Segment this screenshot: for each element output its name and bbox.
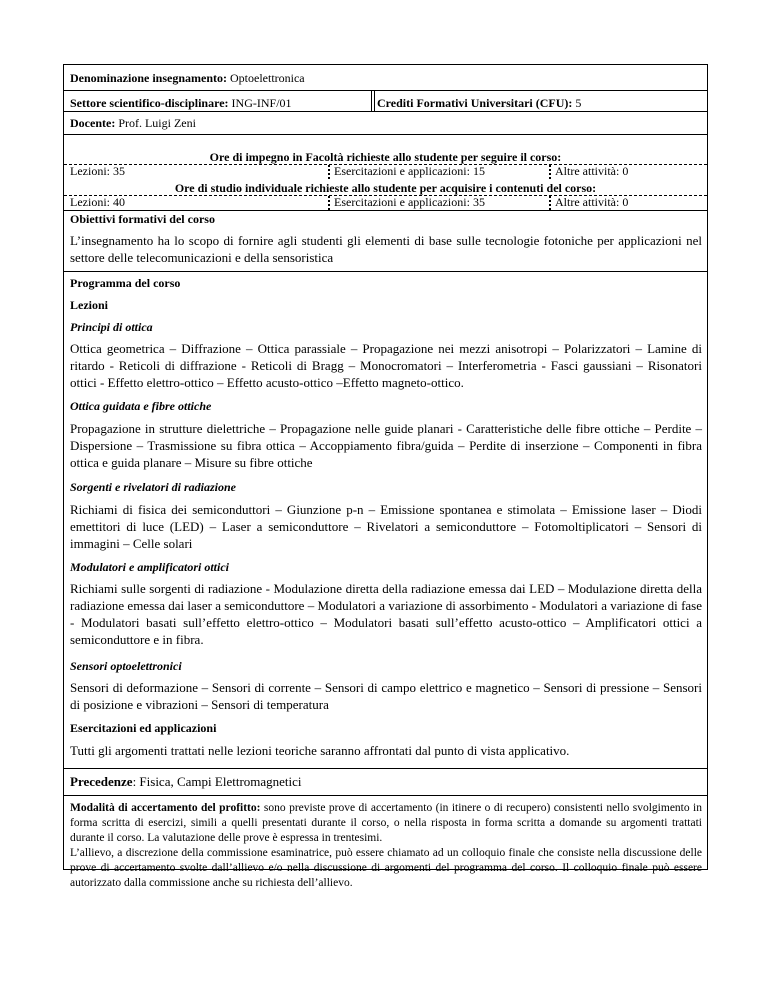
modalita-label: Modalità di accertamento del profitto: [70,802,261,814]
obiettivi-title: Obiettivi formativi del corso [70,212,215,226]
obiettivi-text: L’insegnamento ha lo scopo di fornire agli studenti gli elementi di base sulle tecnologie fotoniche per applicazioni nel settore delle telecomunicazioni e della sensoristica [70,233,702,265]
divider [64,795,707,796]
section-title: Ottica guidata e fibre ottiche [70,399,212,413]
ore-impegno-lezioni: Lezioni: 35 [70,164,125,178]
ore-studio-esercitazioni: Esercitazioni e applicazioni: 35 [334,195,485,209]
section-text: Sensori di deformazione – Sensori di corrente – Sensori di campo elettrico e magnetico – Sensori di pressione – Sensori di posizione e vibrazioni – Sensori di temperatura [70,680,702,712]
section-title: Sensori optoelettronici [70,659,182,673]
settore-value: ING-INF/01 [228,96,292,110]
denominazione-label: Denominazione insegnamento: [70,71,227,85]
column-separator [549,196,551,210]
ore-impegno-title: Ore di impegno in Facoltà richieste allo studente per seguire il corso: [209,150,562,164]
column-separator [549,165,551,179]
column-separator [328,165,330,179]
docente-label: Docente: [70,116,116,130]
precedenze-line [70,773,302,790]
divider [64,111,707,112]
ore-studio-altre: Altre attività: 0 [555,195,629,209]
section-text: Richiami di fisica dei semiconduttori – Giunzione p-n – Emissione spontanea e stimolata – Emissione laser – Diodi emettitori di luce (LED) – Laser a semiconduttore – Rivelatori a semiconduttore – Fotomoltiplicatori – Sensori di immagini – Celle solari [70,502,702,551]
ore-studio-title: Ore di studio individuale richieste allo studente per acquisire i contenuti del corso: [174,181,597,195]
crediti-value: 5 [572,96,582,110]
divider [64,134,707,135]
divider [64,210,707,211]
precedenze-label: Precedenze [70,774,133,789]
programma-title: Programma del corso [70,276,181,290]
modalita-text-1: sono previste prove di accertamento (in itinere o di recupero) consistenti nello svolgimento in forma scritta di esercizi, simili a quelli presentati durante il corso, o nella risposta in forma scritta a domande su argomenti trattati durante il corso. La valutazione delle prove è espressa in trentesimi. [70,802,703,844]
section-text: Richiami sulle sorgenti di radiazione - Modulazione diretta della radiazione emessa dai LED – Modulazione diretta della radiazione emessa dai laser a semiconduttore – Modulatori a variazione di assorbimento - Modulatori a variazione di fase - Modulatori basati sull’effetto elettro-ottico – Modulatori basati sull’effetto acusto-ottico – Amplificatori ottici a semiconduttore e in fibra. [70,581,702,647]
ore-impegno-altre: Altre attività: 0 [555,164,629,178]
ore-studio-lezioni: Lezioni: 40 [70,195,125,209]
docente-value: Prof. Luigi Zeni [115,116,196,130]
section-title: Principi di ottica [70,320,153,334]
denominazione-line [70,71,305,85]
ore-impegno-esercitazioni: Esercitazioni e applicazioni: 15 [334,164,485,178]
column-separator [328,196,330,210]
section-title: Sorgenti e rivelatori di radiazione [70,480,237,494]
esercitazioni-text: Tutti gli argomenti trattati nelle lezioni teoriche saranno affrontati dal punto di vista applicativo. [70,743,570,758]
section-text: Propagazione in strutture dielettriche – Propagazione nelle guide planari - Caratteristiche delle fibre ottiche – Perdite – Dispersione – Trasmissione su fibra ottica – Accoppiamento fibra/guida – Perdite di inserzione – Componenti in fibra ottica e guida planare – Misure su fibre ottiche [70,421,702,470]
esercitazioni-title: Esercitazioni ed applicazioni [70,721,217,735]
precedenze-value: : Fisica, Campi Elettromagnetici [132,774,302,789]
lezioni-title: Lezioni [70,298,108,312]
section-title: Modulatori e amplificatori ottici [70,560,229,574]
divider [64,271,707,272]
section-text: Ottica geometrica – Diffrazione – Ottica parassiale – Propagazione nei mezzi anisotropi – Polarizzatori – Lamine di ritardo - Reticoli di diffrazione - Reticoli di Bragg – Monocromatori – Interferometria - Fasci gaussiani – Risonatori ottici - Effetto elettro-ottico – Effetto acusto-ottico –Effetto magneto-ottico. [70,341,702,390]
modalita-paragraph [70,801,702,891]
crediti-line [377,96,581,110]
course-sheet [63,64,708,889]
settore-line [70,96,292,110]
modalita-text-2: L’allievo, a discrezione della commissione esaminatrice, può essere chiamato ad un colloquio finale che consiste nella discussione delle prove di accertamento svolte dall’allievo e/o nella discussione di argomenti del programma del corso. Il colloquio finale può essere autorizzato dalla commissione anche su richiesta dell’allievo. [70,847,702,889]
docente-line [70,116,196,130]
denominazione-value: Optoelettronica [227,71,305,85]
divider [64,768,707,769]
crediti-label: Crediti Formativi Universitari (CFU): [377,96,573,110]
settore-label: Settore scientifico-disciplinare: [70,96,229,110]
